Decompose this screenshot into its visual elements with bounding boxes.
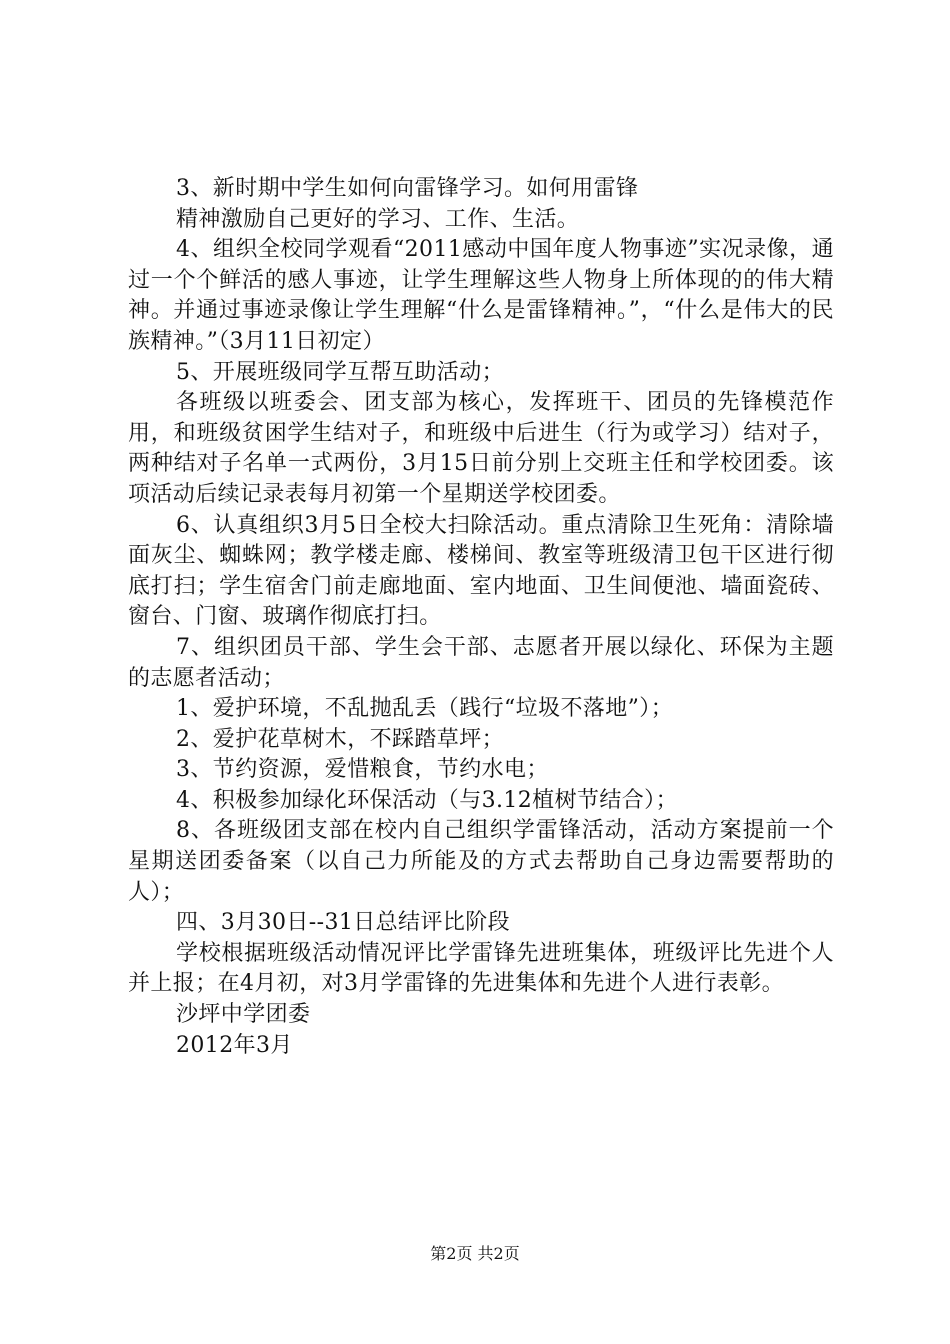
- page-footer: 第2页 共2页: [430, 1244, 520, 1263]
- subitem-4: 4、积极参加绿化环保活动（与3.12植树节结合）；: [176, 787, 678, 813]
- subitem-2: 2、爱护花草树木，不踩踏草坪；: [176, 726, 504, 752]
- paragraph-item-6: 6、认真组织3月5日全校大扫除活动。重点清除卫生死角：清除墙面灰尘、蜘蛛网；教学楼走廊、楼梯间、教室等班级清卫包干区进行彻底打扫；学生宿舍门前走廊地面、室内地面、卫生间便池、墙面瓷砖、窗台、门窗、玻璃作彻底打扫。: [128, 512, 834, 630]
- paragraph-item-4: 4、组织全校同学观看“2011感动中国年度人物事迹”实况录像，通过一个个鲜活的感人事迹，让学生理解这些人物身上所体现的的伟大精神。并通过事迹录像让学生理解“什么是雷锋精神。”，“什么是伟大的民族精神。”（3月11日初定）: [128, 237, 834, 354]
- paragraph-item-3-cont: 精神激励自己更好的学习、工作、生活。: [176, 206, 580, 232]
- paragraph-item-5: 5、开展班级同学互帮互助活动；: [176, 359, 504, 385]
- section-heading-4: 四、3月30日--31日总结评比阶段: [176, 910, 511, 936]
- paragraph-summary: 学校根据班级活动情况评比学雷锋先进班集体，班级评比先进个人并上报；在4月初，对3月学雷锋的先进集体和先进个人进行表彰。: [128, 940, 834, 997]
- document-body: [128, 174, 834, 1061]
- paragraph-item-3: 3、新时期中学生如何向雷锋学习。如何用雷锋: [176, 176, 639, 201]
- paragraph-item-7: 7、组织团员干部、学生会干部、志愿者开展以绿化、环保为主题的志愿者活动；: [128, 634, 834, 691]
- signature-date: 2012年3月: [176, 1032, 293, 1058]
- paragraph-item-8: 8、各班级团支部在校内自己组织学雷锋活动，活动方案提前一个星期送团委备案（以自己力所能及的方式去帮助自己身边需要帮助的人）；: [128, 818, 834, 905]
- signature-org: 沙坪中学团委: [176, 1002, 311, 1028]
- subitem-1: 1、爱护环境，不乱抛乱丢（践行“垃圾不落地”）；: [176, 696, 674, 722]
- paragraph-item-5-detail: 各班级以班委会、团支部为核心，发挥班干、团员的先锋模范作用，和班级贫困学生结对子，和班级中后进生（行为或学习）结对子，两种结对子名单一式两份，3月15日前分别上交班主任和学校团委。该项活动后续记录表每月初第一个星期送学校团委。: [128, 390, 834, 507]
- subitem-3: 3、节约资源，爱惜粮食，节约水电；: [176, 757, 549, 783]
